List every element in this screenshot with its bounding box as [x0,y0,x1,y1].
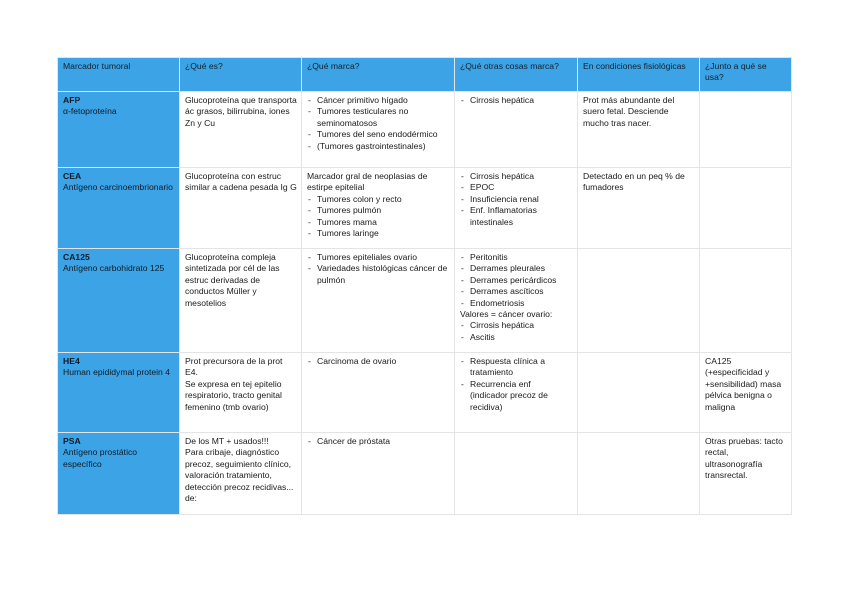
list-item: - Cirrosis hepática [460,320,573,331]
list-item: - (Tumores gastrointestinales) [307,141,450,152]
header-fisiologicas: En condiciones fisiológicas [578,58,700,92]
marker-full-name: Antígeno carbohidrato 125 [63,263,165,274]
fisiologicas-cell [578,433,700,515]
marker-abbreviation: PSA [63,436,81,446]
bullet-list [460,356,573,413]
marker-abbreviation: AFP [63,95,81,105]
otras-cosas-cell [455,92,578,168]
que-es-cell: Glucoproteína que transporta ác grasos, bilirrubina, iones Zn y Cu [180,92,302,168]
header-que-marca: ¿Qué marca? [302,58,455,92]
list-item: - Peritonitis [460,252,573,263]
tumor-markers-table [57,57,792,515]
que-marca-cell [302,353,455,433]
otras-cosas-cell [455,433,578,515]
que-marca-cell [302,249,455,353]
marker-full-name: Antígeno carcinoembrionario [63,182,173,193]
header-que-es: ¿Qué es? [180,58,302,92]
que-marca-cell [302,168,455,249]
junto-a-cell [700,92,792,168]
list-item: - Cirrosis hepática [460,95,573,106]
fisiologicas-cell [578,249,700,353]
list-item: (indicador precoz de recidiva) [470,390,548,412]
bullet-list [307,95,450,152]
list-item: - Tumores testiculares no seminomatosos [307,106,450,129]
marker-full-name: Human epididymal protein 4 [63,367,171,378]
list-item: - Endometriosis [460,298,573,309]
header-marcador: Marcador tumoral [58,58,180,92]
marker-abbreviation: CA125 [63,252,90,262]
que-marca-cell [302,92,455,168]
que-es-cell: Prot precursora de la prot E4. Se expresa en tej epitelio respiratorio, tracto genital femenino (tmb ovario) [180,353,302,433]
bullet-list [307,436,450,447]
list-item: - Tumores laringe [307,228,450,239]
otras-cosas-cell [455,168,578,249]
header-junto-a: ¿Junto a qué se usa? [700,58,792,92]
list-item: - Carcinoma de ovario [307,356,450,367]
marker-name-cell [58,168,180,249]
que-es-cell: Glucoproteína con estruc similar a cadena pesada Ig G [180,168,302,249]
que-es-cell: Glucoproteína compleja sintetizada por cél de las estruc derivadas de conductos Müller y mesotelios [180,249,302,353]
que-es-cell: De los MT + usados!!! Para cribaje, diagnóstico precoz, seguimiento clínico, valoración tratamiento, detección precoz recidivas... de: [180,433,302,515]
marker-name-cell [58,353,180,433]
list-item: - Enf. Inflamatorias intestinales [460,205,573,228]
list-item: - Respuesta clínica a tratamiento [460,356,573,379]
list-item: - Derrames pleurales [460,263,573,274]
marker-full-name: α-fetoproteína [63,106,117,117]
marker-name-cell [58,249,180,353]
table-row [58,249,792,353]
marker-name-cell [58,92,180,168]
junto-a-cell: Otras pruebas: tacto rectal, ultrasonografía transrectal. [700,433,792,515]
table-row [58,353,792,433]
list-item: - Variedades histológicas cáncer de pulmón [307,263,450,286]
list-item: - Tumores colon y recto [307,194,450,205]
que-marca-cell [302,433,455,515]
otras-cosas-cell [455,353,578,433]
fisiologicas-cell: Detectado en un peq % de fumadores [578,168,700,249]
header-otras-cosas: ¿Qué otras cosas marca? [455,58,578,92]
list-item: - Tumores mama [307,217,450,228]
bullet-list [307,356,450,367]
list-item: Valores = cáncer ovario: [460,309,553,320]
table-row [58,433,792,515]
list-item: - EPOC [460,182,573,193]
list-item: - Derrames pericárdicos [460,275,573,286]
list-item: - Insuficiencia renal [460,194,573,205]
header-row [58,58,792,92]
table-row [58,168,792,249]
table-body [58,92,792,515]
list-item: - Ascitis [460,332,573,343]
list-item: - Cáncer de próstata [307,436,450,447]
list-item: - Tumores del seno endodérmico [307,129,450,140]
list-item: - Derrames ascíticos [460,286,573,297]
list-item: - Cirrosis hepática [460,171,573,182]
bullet-list [307,252,450,286]
junto-a-cell [700,249,792,353]
list-item: - Recurrencia enf [460,379,573,390]
list-item: Marcador gral de neoplasias de estirpe epitelial [307,171,428,193]
list-item: - Tumores pulmón [307,205,450,216]
list-item: - Tumores epiteliales ovario [307,252,450,263]
bullet-list [307,171,450,239]
marker-abbreviation: HE4 [63,356,80,366]
fisiologicas-cell: Prot más abundante del suero fetal. Desciende mucho tras nacer. [578,92,700,168]
junto-a-cell [700,168,792,249]
marker-abbreviation: CEA [63,171,82,181]
fisiologicas-cell [578,353,700,433]
junto-a-cell: CA125 (+especificidad y +sensibilidad) masa pélvica benigna o maligna [700,353,792,433]
bullet-list [460,95,573,106]
marker-name-cell [58,433,180,515]
bullet-list [460,171,573,228]
table-row [58,92,792,168]
list-item: - Cáncer primitivo hígado [307,95,450,106]
marker-full-name: Antígeno prostático específico [63,447,138,469]
bullet-list [460,252,573,343]
table-header [58,58,792,92]
otras-cosas-cell [455,249,578,353]
